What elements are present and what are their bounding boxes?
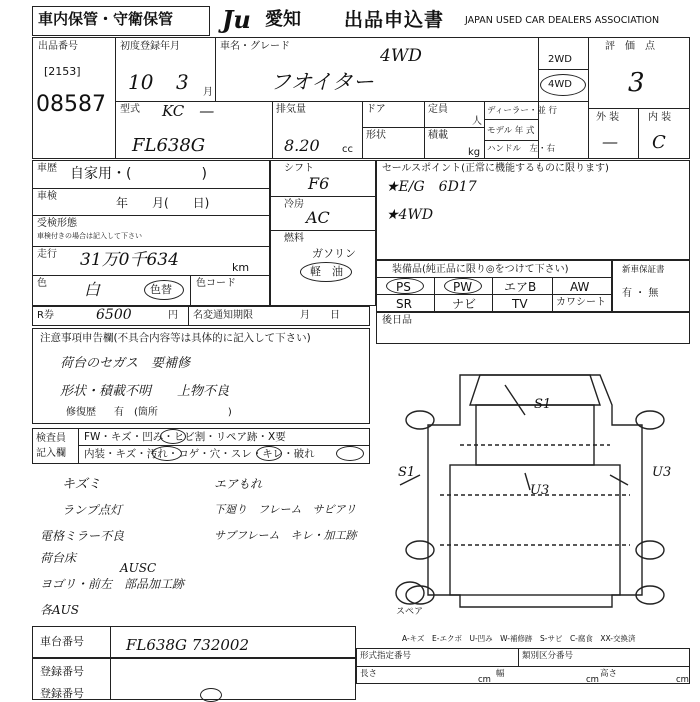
load-unit: kg (468, 147, 481, 158)
association-name: JAPAN USED CAR DEALERS ASSOCIATION (465, 15, 660, 26)
damage-u3-right: U3 (652, 465, 672, 480)
repair-label: 修復歴 (66, 407, 96, 418)
fuel-label: 燃料 (284, 233, 304, 244)
fuel-diesel: 軽 油 (310, 265, 343, 278)
capacity-unit: 人 (472, 116, 482, 127)
mileage-unit: km (232, 261, 250, 274)
inspector-note-9: ヨゴリ・前左 部品加工跡 (40, 577, 185, 591)
recycle-label: R券 (37, 310, 54, 321)
color-code-label: 色コード (196, 278, 236, 289)
mileage-value: 31万0千634 (80, 250, 179, 270)
brand-city: 愛知 (265, 9, 301, 30)
color-change: 色替 (150, 283, 172, 296)
inspector-note-6: サブフレーム キレ・加工跡 (214, 529, 357, 542)
interior-value: C (652, 132, 666, 153)
registration-prefix-label: 登録番号 (40, 687, 84, 700)
model-code: FL638G (132, 135, 206, 156)
length-unit: cm (478, 675, 491, 685)
registration-label: 登録番号 (40, 665, 84, 678)
mark-circle-4 (336, 446, 364, 461)
load-label: 積載 (428, 130, 448, 141)
chassis-value: FL638G 732002 (126, 636, 250, 654)
selling-point-1: ★E/G 6D17 (386, 179, 477, 195)
top-grid (32, 37, 690, 159)
warranty-value: 有 ・ 無 (622, 288, 659, 299)
capacity-label: 定員 (428, 104, 448, 115)
mileage-label: 走行 (37, 249, 57, 260)
shift-value: F6 (308, 174, 330, 193)
dealer-label: ディーラー・並 行 (487, 106, 558, 116)
first-reg-year: 10 (128, 70, 154, 94)
width-unit: cm (586, 675, 599, 685)
color-value: 白 (84, 280, 101, 299)
drive-2wd: 2WD (548, 54, 572, 65)
exterior-label: 外 装 (596, 112, 620, 123)
damage-u3-center: U3 (530, 483, 550, 498)
name-change-label: 名変通知期限 (193, 310, 253, 321)
damage-s1-left: S1 (398, 465, 416, 480)
model-prefix: KC — (162, 102, 215, 120)
inspector-row-1: FW・キズ・凹み・ヒビ割・リペア跡・X要 (84, 431, 286, 443)
equip-tv: TV (512, 297, 528, 311)
shape-label: 形状 (366, 130, 386, 141)
damage-s1-top: S1 (534, 397, 552, 412)
equip-sr: SR (396, 297, 412, 311)
equip-aw: AW (570, 280, 590, 294)
inspector-note-8: AUSC (120, 561, 157, 575)
spec-number-label: 形式指定番号 (360, 651, 412, 661)
exterior-value: — (602, 132, 618, 151)
month-unit: 月 (203, 87, 213, 98)
spare-label: スペア (396, 607, 424, 617)
inspector-note-10: 各AUS (40, 603, 80, 617)
form-title: 出品申込書 (344, 9, 445, 31)
recycle-unit: 円 (168, 310, 178, 321)
inspection-label: 車検 (37, 191, 57, 202)
inspector-note-1: キズミ (62, 477, 101, 492)
car-name-label: 車名・グレード (220, 41, 290, 52)
brand-mark: Ju (222, 5, 251, 34)
grade-label: 評 価 点 (605, 41, 655, 52)
drive-4wd: 4WD (548, 79, 572, 90)
drive-note: 4WD (380, 46, 422, 66)
caution-line-2: 形状・積載不明 上物不良 (60, 384, 230, 399)
lot-number: 08587 (36, 92, 106, 117)
lot-number-label: 出品番号 (38, 41, 78, 52)
damage-legend: A-キズ E-エクボ U-凹み W-補修跡 S-サビ C-腐食 XX-交換済 (402, 634, 636, 643)
equip-leather: カワシート (556, 297, 606, 308)
mark-circle-1 (160, 429, 186, 444)
equip-ps: PS (396, 280, 411, 294)
ac-value: AC (306, 208, 330, 227)
inspector-note-3: ランプ点灯 (62, 503, 123, 517)
chassis-label: 車台番号 (40, 635, 84, 648)
equip-pw: PW (453, 280, 473, 294)
caution-line-1: 荷台のセガス 要補修 (60, 356, 191, 371)
equipment-title: 装備品(純正品に限り◎をつけて下さい) (392, 264, 569, 275)
inspector-label-2: 記入欄 (36, 448, 66, 459)
after-items-box (376, 312, 690, 344)
caution-title: 注意事項申告欄(不具合内容等は具体的に記入して下さい) (40, 332, 311, 344)
displacement-value: 8.20 (284, 136, 320, 155)
name-change-value: 月 日 (300, 310, 340, 321)
fuel-gas: ガソリン (312, 247, 356, 260)
repair-value: 有 (箇所 ) (114, 407, 232, 418)
car-name-value: フオイター (270, 70, 374, 94)
model-label: 型式 (120, 104, 140, 115)
brand-logo (222, 5, 251, 34)
after-items-label: 後日品 (382, 315, 412, 326)
class-number-label: 類別区分番号 (522, 651, 574, 661)
inspector-note-5: 電格ミラー不良 (40, 529, 125, 543)
inspection-value: 年 月( 日) (116, 196, 210, 210)
door-label: ドア (366, 104, 386, 115)
receive-note: 車検付きの場合は記入して下さい (37, 232, 142, 240)
height-unit: cm (676, 675, 689, 685)
width-label: 幅 (496, 669, 505, 679)
interior-label: 内 装 (648, 112, 672, 123)
inspector-row-2: 内装・キズ・汚れ・コゲ・穴・スレ・キレ・破れ (84, 448, 315, 460)
inspector-note-4: 下廻り フレーム サビアリ (214, 503, 357, 516)
lot-number-small: [2153] (44, 65, 81, 78)
first-reg-label: 初度登録年月 (120, 41, 180, 52)
selling-point-2: ★4WD (386, 207, 434, 223)
equip-airbag: エアB (504, 280, 537, 294)
shift-label: シフト (284, 163, 314, 174)
selling-points-title: セールスポイント(正常に機能するものに限ります) (382, 163, 609, 174)
length-label: 長さ (360, 669, 378, 679)
inspector-note-2: エアもれ (214, 477, 263, 491)
first-reg-month: 3 (176, 70, 189, 94)
mark-circle-3 (256, 446, 282, 461)
storage-label: 車内保管・守衛保管 (38, 10, 174, 28)
color-label: 色 (37, 278, 47, 289)
ac-label: 冷房 (284, 199, 304, 210)
receive-label: 受検形態 (37, 218, 77, 229)
grade-value: 3 (628, 68, 645, 98)
recycle-value: 6500 (96, 307, 132, 323)
model-year-label: モデル 年 式 (487, 126, 535, 136)
warranty-label: 新車保証書 (622, 265, 665, 275)
equip-navi: ナビ (452, 297, 477, 311)
inspector-label-1: 検査員 (36, 433, 66, 444)
height-label: 高さ (600, 669, 618, 679)
handle-label: ハンドル 左・右 (487, 144, 556, 154)
history-label: 車歴 (37, 163, 57, 174)
displacement-label: 排気量 (276, 104, 306, 115)
inspector-note-7: 荷台床 (40, 551, 77, 565)
mark-circle-2 (152, 446, 182, 461)
displacement-unit: cc (342, 144, 353, 155)
history-value: 自家用・( ) (70, 166, 207, 182)
